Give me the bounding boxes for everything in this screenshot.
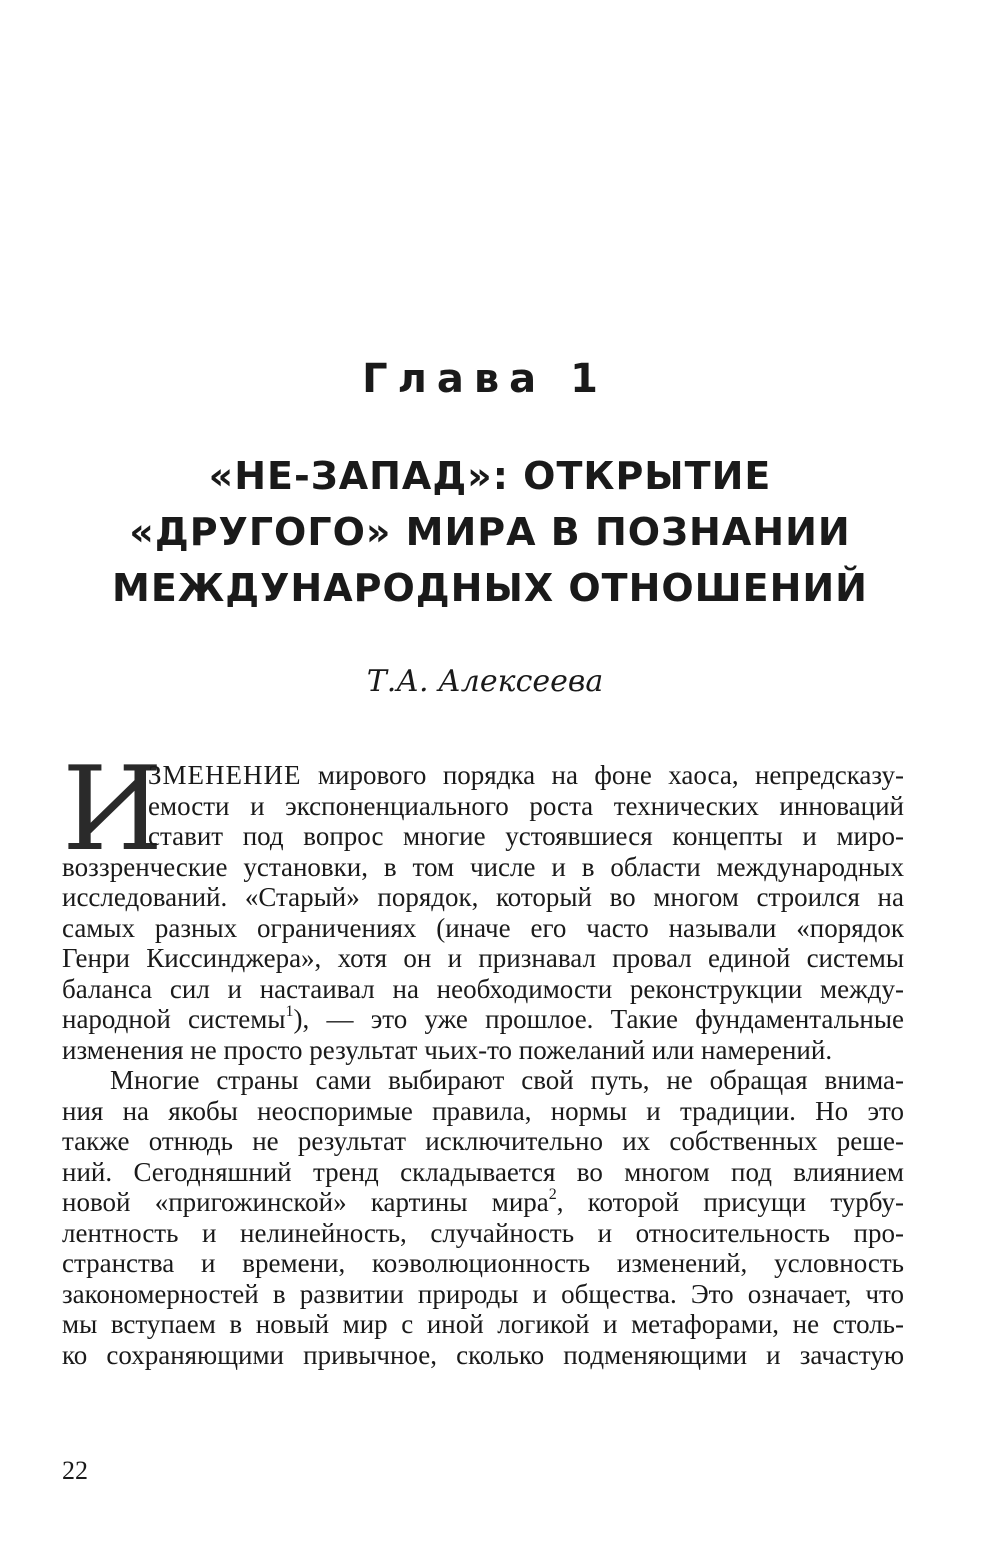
text-fragment: народной системы	[62, 1004, 286, 1034]
text-line	[62, 760, 904, 791]
line-rest: мирового порядка на фоне хаоса, непредсказу-	[301, 760, 904, 790]
chapter-title-line: «ДРУГОГО» МИРА В ПОЗНАНИИ	[129, 510, 851, 554]
text-line	[62, 1004, 904, 1035]
text-line: исследований. «Старый» порядок, который во многом строился на	[62, 882, 904, 912]
text-line: самых разных ограничениях (иначе его часто называли «порядок	[62, 912, 904, 943]
text-line: баланса сил и настаивал на необходимости реконструкции между-	[62, 973, 904, 1004]
text-fragment: , которой присущи турбу-	[556, 1187, 904, 1217]
first-word: ЗМЕНЕНИЕ	[148, 760, 302, 790]
text-fragment: новой «пригожинской» картины мира	[62, 1187, 549, 1217]
author-name: Т.А. Алексеева	[366, 664, 604, 699]
chapter-title	[70, 448, 910, 616]
text-fragment: ), — это уже прошлое. Такие фундаментальные	[293, 1004, 904, 1034]
text-line: ставит под вопрос многие устоявшиеся концепты и миро-	[148, 821, 904, 851]
chapter-label: Глава 1	[362, 356, 608, 402]
footnote-ref-2[interactable]: 2	[548, 1186, 557, 1203]
text-line: также отнюдь не результат исключительно их собственных реше-	[62, 1126, 904, 1156]
text-line: закономерностей в развитии природы и общества. Это означает, что	[62, 1278, 904, 1309]
text-line	[62, 1187, 904, 1218]
text-line: мы вступаем в новый мир с иной логикой и метафорами, не столь-	[62, 1309, 904, 1339]
text-line: странства и времени, коэволюционность изменений, условность	[62, 1248, 904, 1278]
page-number: 22	[62, 1456, 88, 1485]
chapter-title-line: МЕЖДУНАРОДНЫХ ОТНОШЕНИЙ	[112, 566, 868, 610]
drop-cap: И	[62, 742, 164, 877]
body-text	[62, 760, 904, 1370]
text-line: изменения не просто результат чьих-то пожеланий или намерений.	[62, 1034, 833, 1065]
footnote-ref-1[interactable]: 1	[285, 1003, 294, 1020]
text-line: ния на якобы неоспоримые правила, нормы и традиции. Но это	[62, 1095, 904, 1126]
text-line: Генри Киссинджера», хотя он и признавал провал единой системы	[62, 943, 904, 973]
text-line: емости и экспоненциального роста технических инноваций	[148, 790, 904, 821]
chapter-title-line: «НЕ-ЗАПАД»: ОТКРЫТИЕ	[208, 454, 772, 498]
text-line: ко сохраняющими привычное, сколько подменяющими и зачастую	[62, 1339, 904, 1370]
text-line: ний. Сегодняшний тренд складывается во многом под влиянием	[62, 1156, 904, 1187]
text-line: воззренческие установки, в том числе и в области международных	[62, 851, 904, 882]
text-line: лентность и нелинейность, случайность и относительность про-	[62, 1217, 904, 1248]
text-line: Многие страны сами выбирают свой путь, не обращая внима-	[110, 1065, 904, 1095]
